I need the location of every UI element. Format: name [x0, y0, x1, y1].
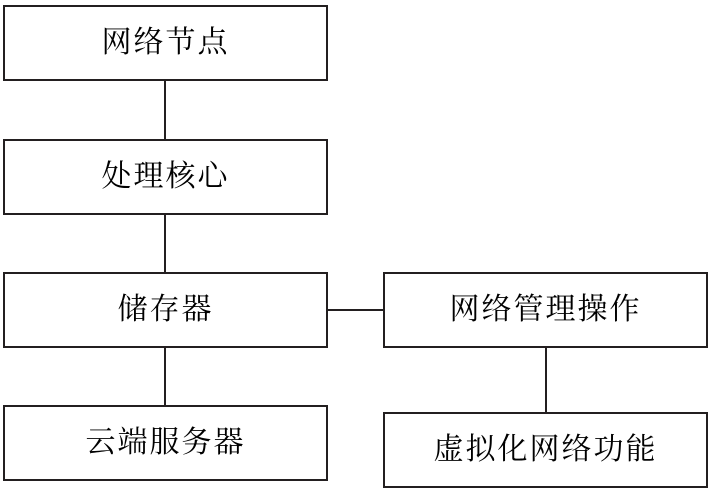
connector-network-management-to-virtual-network	[545, 348, 547, 412]
node-cloud-server	[3, 405, 328, 481]
connector-network-node-to-processing-core	[164, 81, 166, 139]
node-network-node	[3, 5, 328, 81]
node-label-network-management: 网络管理操作	[449, 293, 642, 326]
connector-processing-core-to-storage	[164, 215, 166, 272]
node-label-storage: 储存器	[117, 293, 214, 326]
node-storage	[3, 272, 328, 348]
node-label-virtual-network: 虚拟化网络功能	[433, 433, 658, 466]
node-virtual-network	[383, 412, 708, 488]
node-network-management	[383, 272, 708, 348]
node-label-processing-core: 处理核心	[101, 160, 230, 193]
connector-storage-to-network-management	[328, 309, 383, 311]
connector-storage-to-cloud-server	[164, 348, 166, 405]
node-label-cloud-server: 云端服务器	[85, 426, 246, 459]
node-processing-core	[3, 139, 328, 215]
node-label-network-node: 网络节点	[101, 26, 230, 59]
